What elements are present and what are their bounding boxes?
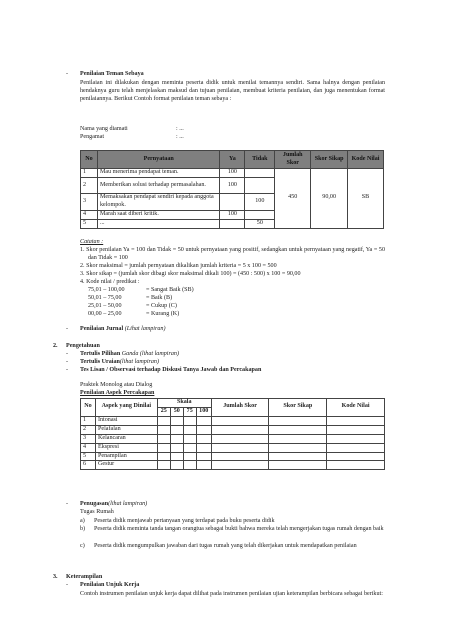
header-statement: Pernyataan <box>97 151 219 169</box>
header-total-score: Jumlah Skor <box>275 151 311 169</box>
cell-no-answer <box>245 169 275 178</box>
cell-no-answer <box>245 210 275 219</box>
cell-total-score: 450 <box>275 169 311 229</box>
observer-value: : ... <box>176 134 184 140</box>
assignment-line <box>80 501 147 509</box>
cell-statement: Marah saat diberi kritik. <box>97 210 219 219</box>
cell-no: 2 <box>81 178 98 194</box>
cell-no-answer: 100 <box>245 194 275 211</box>
table-header-row <box>81 151 384 169</box>
header-grade-code: Kode Nilai <box>348 151 384 169</box>
cell-no: 5 <box>81 219 98 228</box>
cell-no: 1 <box>81 416 96 425</box>
header-total-score: Jumlah Skor <box>211 399 269 417</box>
table-header-row <box>81 399 385 408</box>
observed-value: : ... <box>176 126 184 132</box>
list-marker: a) <box>80 518 85 524</box>
peer-paragraph: Penilaian ini dilakukan dengan meminta peserta didik untuk menilai temannya sendiri. Sama halnya dengan penilaian hendaknya guru telah menjelaskan maksud dan tujuan penilaian, membuat kriteria penilaian, dan juga menentukan format penilaiannya. Berikut Contoh format penilaian teman sebaya : <box>80 80 385 102</box>
knowledge-item-label: Tertulis Uraian <box>80 359 120 365</box>
dash-marker: - <box>66 359 69 365</box>
dash-marker: - <box>66 71 69 77</box>
dash-marker: - <box>66 367 69 373</box>
grade-label: = Kurang (K) <box>146 311 180 317</box>
journal-suffix: (Lihat lampiran) <box>124 326 166 332</box>
cell-aspect: Ekspresi <box>95 443 157 452</box>
table-row <box>81 461 385 470</box>
skills-subtitle: Penilaian Unjuk Kerja <box>80 582 140 588</box>
header-no: No <box>81 151 98 169</box>
list-marker: c) <box>80 543 85 549</box>
header-aspect: Aspek yang Dinilai <box>95 399 157 417</box>
dash-marker: - <box>66 582 69 588</box>
note-item: 3. Skor sikap = (jumlah skor dibagi skor maksimal dikali 100) = (450 : 500) x 100 = 90,00 <box>80 271 301 277</box>
header-scale-value: 50 <box>170 407 183 416</box>
section-number: 3. <box>53 574 58 580</box>
aspect-title: Penilaian Aspek Percakapan <box>80 390 155 396</box>
cell-yes <box>220 219 245 228</box>
header-attitude-score: Skor Sikap <box>311 151 348 169</box>
cell-no: 3 <box>81 194 98 211</box>
section-number: 2. <box>53 343 58 349</box>
grade-label: = Baik (B) <box>146 295 173 301</box>
skills-paragraph: Contoh instrumen penilaian unjuk kerja dapat dilihat pada instrumen penilaian ujian keterampilan berbicara sebagai berikut: <box>80 591 383 597</box>
header-scale-value: 75 <box>183 407 196 416</box>
cell-aspect: Pelafalan <box>95 425 157 434</box>
knowledge-item <box>80 359 159 367</box>
section-title-knowledge: Pengetahuan <box>66 343 100 349</box>
cell-grade-code: SB <box>348 169 384 229</box>
grade-range: 75,01 – 100,00 <box>88 287 125 293</box>
header-no-answer: Tidak <box>245 151 275 169</box>
cell-statement: Memaksakan pendapat sendiri kepada anggota kelompok. <box>97 194 219 211</box>
conversation-aspect-table <box>80 398 385 470</box>
homework-title: Tugas Rumah <box>80 509 114 515</box>
assignment-suffix: (lihat lampiran) <box>108 501 148 507</box>
cell-no-answer <box>245 178 275 194</box>
knowledge-item-label: Tes Lisan / Observasi terhadap Diskusi Tanya Jawab dan Percakapan <box>80 367 262 373</box>
cell-no: 5 <box>81 452 96 461</box>
journal-line <box>80 326 166 334</box>
cell-no: 6 <box>81 461 96 470</box>
section-title-peer: Penilaian Teman Sebaya <box>80 71 144 77</box>
cell-aspect: Gestur <box>95 461 157 470</box>
cell-no: 4 <box>81 210 98 219</box>
cell-yes: 100 <box>220 178 245 194</box>
knowledge-item <box>80 351 179 359</box>
dash-marker: - <box>66 351 69 357</box>
cell-statement: ... <box>97 219 219 228</box>
note-item: 4. Kode nilai / predikat : <box>80 279 140 285</box>
cell-aspect: Intonasi <box>95 416 157 425</box>
grade-label: = Sangat Baik (SB) <box>146 287 194 293</box>
cell-yes: 100 <box>220 169 245 178</box>
practice-title: Praktek Monolog atau Dialog <box>80 382 153 388</box>
assignment-label: Penugasan <box>80 501 109 507</box>
cell-no: 4 <box>81 443 96 452</box>
knowledge-item-suffix: (lihat lampiran) <box>119 359 160 365</box>
list-item: Peserta didik menjawab pertanyaan yang terdapat pada buku peserta didik <box>94 518 275 524</box>
table-row <box>81 425 385 434</box>
list-marker: b) <box>80 526 86 532</box>
list-item: Peserta didik meminta tanda tangan orangtua sebagai bukti bahwa mereka telah mengerjakan tugas rumah dengan baik <box>94 526 384 532</box>
grade-range: 25,01 – 50,00 <box>88 303 122 309</box>
journal-title: Penilaian Jurnal <box>80 326 124 332</box>
table-row <box>81 434 385 443</box>
observer-label: Pengamat <box>80 134 105 140</box>
grade-range: 00,00 – 25,00 <box>88 311 122 317</box>
dash-marker: - <box>66 326 69 332</box>
grade-range: 50,01 – 75,00 <box>88 295 122 301</box>
header-yes: Ya <box>220 151 245 169</box>
cell-aspect: Penampilan <box>95 452 157 461</box>
table-row <box>81 443 385 452</box>
section-title-skills: Keterampilan <box>66 574 103 580</box>
header-scale-value: 25 <box>157 407 170 416</box>
cell-aspect: Kelancaran <box>95 434 157 443</box>
cell-no: 1 <box>81 169 98 178</box>
note-item: 2. Skor maksimal = jumlah pernyataan dikalikan jumlah kriteria = 5 x 100 = 500 <box>80 263 277 269</box>
header-scale-value: 100 <box>196 407 211 416</box>
table-row <box>81 169 384 178</box>
cell-no: 2 <box>81 425 96 434</box>
table-row <box>81 452 385 461</box>
cell-attitude-score: 90,00 <box>311 169 348 229</box>
knowledge-item-suffix: Ganda (lihat lampiran) <box>121 351 179 357</box>
observed-label: Nama yang diamati <box>80 126 128 132</box>
cell-no-answer: 50 <box>245 219 275 228</box>
peer-assessment-table <box>80 150 384 229</box>
knowledge-item-label: Tertulis Pilihan <box>80 351 121 357</box>
knowledge-item <box>80 367 261 375</box>
cell-yes <box>220 194 245 211</box>
header-scale: Skala <box>157 399 211 408</box>
list-item: Peserta didik mengumpulkan jawaban dari tugas rumah yang telah dikerjakan untuk mendapatkan penilaian <box>94 543 357 549</box>
header-attitude-score: Skor Sikap <box>269 399 327 417</box>
table-row <box>81 416 385 425</box>
cell-statement: Mau menerima pendapat teman. <box>97 169 219 178</box>
grade-label: = Cukup (C) <box>146 303 177 309</box>
cell-yes: 100 <box>220 210 245 219</box>
cell-statement: Memberikan solusi terhadap permasalahan. <box>97 178 219 194</box>
note-item: 1. Skor penilaian Ya = 100 dan Tidak = 50 untuk pernyataan yang positif, sedangkan untuk pernyataan yang negatif, Ya = 50 dan Tidak = 100 <box>80 247 385 261</box>
header-no: No <box>81 399 96 417</box>
header-grade-code: Kode Nilai <box>327 399 385 417</box>
dash-marker: - <box>66 501 69 507</box>
notes-title: Catatan : <box>80 239 104 245</box>
cell-no: 3 <box>81 434 96 443</box>
